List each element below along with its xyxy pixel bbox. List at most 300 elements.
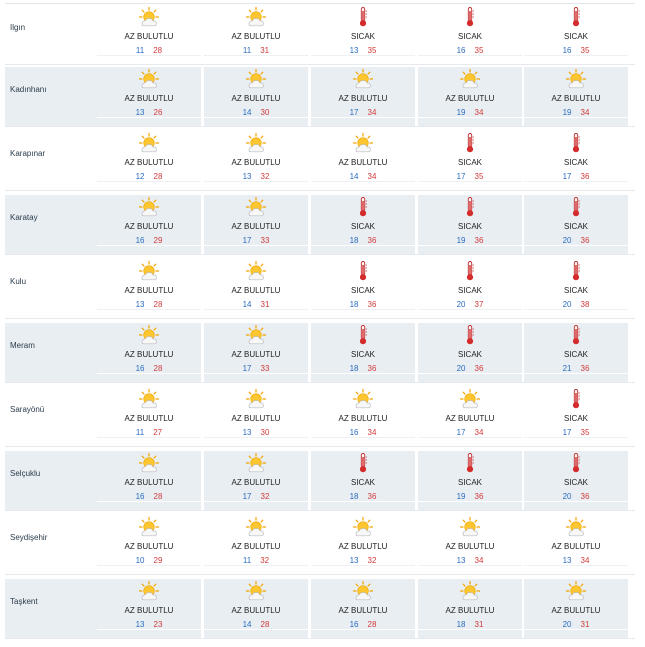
- max-temperature: 34: [474, 556, 484, 565]
- partly-cloudy-icon: [565, 516, 587, 538]
- table-row: [5, 387, 635, 447]
- thermometer-hot-icon: [565, 196, 587, 218]
- forecast-cell: [311, 259, 415, 319]
- condition-label: AZ BULUTLU: [231, 542, 281, 551]
- cell-divider: [97, 55, 201, 56]
- min-temperature: 18: [349, 492, 359, 501]
- min-temperature: 13: [242, 428, 252, 437]
- min-temperature: 19: [562, 108, 572, 117]
- temperature-range: [97, 236, 201, 245]
- temperature-range: [311, 300, 415, 309]
- cell-divider: [97, 373, 201, 374]
- min-temperature: 17: [456, 172, 466, 181]
- cell-divider: [204, 437, 308, 438]
- partly-cloudy-icon: [352, 516, 374, 538]
- row-divider: [5, 126, 635, 127]
- condition-label: SICAK: [350, 478, 375, 487]
- cell-divider: [97, 437, 201, 438]
- min-temperature: 20: [562, 492, 572, 501]
- forecast-cell: [418, 5, 522, 65]
- table-row: [5, 5, 635, 65]
- condition-label: AZ BULUTLU: [231, 32, 281, 41]
- min-temperature: 11: [242, 46, 252, 55]
- min-temperature: 13: [242, 172, 252, 181]
- partly-cloudy-icon: [138, 132, 160, 154]
- forecast-cell: [418, 451, 522, 511]
- max-temperature: 35: [474, 172, 484, 181]
- partly-cloudy-icon: [352, 132, 374, 154]
- cell-divider: [418, 181, 522, 182]
- cell-divider: [97, 629, 201, 630]
- cell-divider: [524, 629, 628, 630]
- max-temperature: 36: [367, 300, 377, 309]
- forecast-cell: [418, 323, 522, 383]
- min-temperature: 16: [135, 364, 145, 373]
- condition-label: AZ BULUTLU: [551, 542, 601, 551]
- temperature-range: [418, 108, 522, 117]
- partly-cloudy-icon: [245, 6, 267, 28]
- cell-divider: [204, 565, 308, 566]
- cell-divider: [97, 117, 201, 118]
- condition-label: AZ BULUTLU: [124, 414, 174, 423]
- max-temperature: 34: [474, 428, 484, 437]
- cell-divider: [418, 309, 522, 310]
- table-row: [5, 259, 635, 319]
- cell-divider: [524, 373, 628, 374]
- min-temperature: 19: [456, 236, 466, 245]
- condition-label: AZ BULUTLU: [124, 158, 174, 167]
- condition-label: AZ BULUTLU: [231, 94, 281, 103]
- table-row: [5, 195, 635, 255]
- cell-divider: [204, 629, 308, 630]
- thermometer-hot-icon: [352, 452, 374, 474]
- city-name[interactable]: Kadınhanı: [10, 85, 47, 94]
- condition-label: AZ BULUTLU: [551, 606, 601, 615]
- thermometer-hot-icon: [565, 260, 587, 282]
- condition-label: AZ BULUTLU: [231, 606, 281, 615]
- city-cell: [5, 515, 100, 575]
- forecast-cell: [524, 515, 628, 575]
- condition-label: SICAK: [457, 32, 482, 41]
- min-temperature: 20: [562, 620, 572, 629]
- forecast-cell: [418, 387, 522, 447]
- cell-divider: [524, 565, 628, 566]
- forecast-cell: [524, 451, 628, 511]
- min-temperature: 13: [135, 300, 145, 309]
- city-name[interactable]: Karapınar: [10, 149, 46, 158]
- table-row: [5, 579, 635, 639]
- min-temperature: 19: [456, 108, 466, 117]
- partly-cloudy-icon: [352, 388, 374, 410]
- forecast-cell: [418, 515, 522, 575]
- cell-divider: [97, 501, 201, 502]
- min-temperature: 20: [562, 236, 572, 245]
- max-temperature: 34: [580, 108, 590, 117]
- cell-divider: [524, 117, 628, 118]
- forecast-cell: [204, 387, 308, 447]
- partly-cloudy-icon: [138, 260, 160, 282]
- min-temperature: 13: [562, 556, 572, 565]
- forecast-cell: [97, 131, 201, 191]
- condition-label: AZ BULUTLU: [445, 542, 495, 551]
- min-temperature: 16: [135, 236, 145, 245]
- condition-label: AZ BULUTLU: [445, 606, 495, 615]
- partly-cloudy-icon: [245, 196, 267, 218]
- forecast-cell: [204, 515, 308, 575]
- partly-cloudy-icon: [565, 68, 587, 90]
- condition-label: AZ BULUTLU: [124, 94, 174, 103]
- thermometer-hot-icon: [352, 324, 374, 346]
- temperature-range: [204, 108, 308, 117]
- thermometer-hot-icon: [459, 260, 481, 282]
- temperature-range: [311, 620, 415, 629]
- thermometer-hot-icon: [565, 132, 587, 154]
- cell-divider: [311, 565, 415, 566]
- max-temperature: 35: [580, 46, 590, 55]
- forecast-cell: [524, 323, 628, 383]
- min-temperature: 18: [456, 620, 466, 629]
- forecast-cell: [204, 131, 308, 191]
- temperature-range: [311, 172, 415, 181]
- partly-cloudy-icon: [138, 388, 160, 410]
- forecast-cell: [204, 67, 308, 127]
- min-temperature: 11: [135, 46, 145, 55]
- condition-label: SICAK: [457, 478, 482, 487]
- cell-divider: [418, 245, 522, 246]
- table-row: [5, 515, 635, 575]
- min-temperature: 18: [349, 300, 359, 309]
- max-temperature: 26: [153, 108, 163, 117]
- city-name[interactable]: Sarayönü: [10, 405, 45, 414]
- temperature-range: [204, 556, 308, 565]
- condition-label: SICAK: [563, 158, 588, 167]
- city-name[interactable]: Ilgın: [10, 23, 26, 32]
- min-temperature: 20: [456, 364, 466, 373]
- partly-cloudy-icon: [245, 260, 267, 282]
- temperature-range: [524, 428, 628, 437]
- max-temperature: 36: [367, 236, 377, 245]
- max-temperature: 34: [367, 172, 377, 181]
- temperature-range: [311, 108, 415, 117]
- condition-label: SICAK: [563, 478, 588, 487]
- max-temperature: 31: [580, 620, 590, 629]
- cell-divider: [524, 309, 628, 310]
- forecast-cell: [311, 579, 415, 639]
- thermometer-hot-icon: [565, 6, 587, 28]
- row-divider: [5, 382, 635, 383]
- max-temperature: 32: [260, 556, 270, 565]
- temperature-range: [418, 620, 522, 629]
- condition-label: SICAK: [563, 350, 588, 359]
- max-temperature: 35: [474, 46, 484, 55]
- partly-cloudy-icon: [245, 516, 267, 538]
- temperature-range: [311, 364, 415, 373]
- max-temperature: 36: [474, 364, 484, 373]
- min-temperature: 13: [349, 556, 359, 565]
- city-cell: [5, 579, 100, 639]
- max-temperature: 36: [580, 364, 590, 373]
- temperature-range: [418, 46, 522, 55]
- cell-divider: [418, 629, 522, 630]
- cell-divider: [204, 373, 308, 374]
- max-temperature: 33: [260, 364, 270, 373]
- max-temperature: 32: [367, 556, 377, 565]
- forecast-cell: [311, 5, 415, 65]
- min-temperature: 13: [135, 108, 145, 117]
- min-temperature: 21: [562, 364, 572, 373]
- city-cell: [5, 387, 100, 447]
- max-temperature: 34: [580, 556, 590, 565]
- partly-cloudy-icon: [245, 324, 267, 346]
- min-temperature: 14: [242, 620, 252, 629]
- max-temperature: 28: [367, 620, 377, 629]
- temperature-range: [524, 492, 628, 501]
- min-temperature: 16: [349, 620, 359, 629]
- min-temperature: 16: [349, 428, 359, 437]
- forecast-cell: [524, 387, 628, 447]
- cell-divider: [311, 181, 415, 182]
- forecast-cell: [311, 323, 415, 383]
- temperature-range: [311, 556, 415, 565]
- max-temperature: 36: [580, 492, 590, 501]
- cell-divider: [97, 309, 201, 310]
- temperature-range: [311, 492, 415, 501]
- temperature-range: [97, 172, 201, 181]
- temperature-range: [418, 556, 522, 565]
- condition-label: SICAK: [457, 158, 482, 167]
- max-temperature: 34: [367, 108, 377, 117]
- condition-label: AZ BULUTLU: [338, 606, 388, 615]
- forecast-cell: [204, 5, 308, 65]
- city-name[interactable]: Selçuklu: [10, 469, 41, 478]
- partly-cloudy-icon: [459, 388, 481, 410]
- forecast-cell: [524, 67, 628, 127]
- condition-label: AZ BULUTLU: [338, 94, 388, 103]
- temperature-range: [204, 620, 308, 629]
- min-temperature: 17: [456, 428, 466, 437]
- temperature-range: [97, 300, 201, 309]
- max-temperature: 28: [153, 172, 163, 181]
- temperature-range: [418, 364, 522, 373]
- partly-cloudy-icon: [245, 68, 267, 90]
- temperature-range: [524, 108, 628, 117]
- partly-cloudy-icon: [565, 580, 587, 602]
- forecast-cell: [97, 67, 201, 127]
- condition-label: AZ BULUTLU: [124, 478, 174, 487]
- condition-label: SICAK: [350, 32, 375, 41]
- forecast-cell: [311, 67, 415, 127]
- forecast-cell: [204, 451, 308, 511]
- cell-divider: [311, 501, 415, 502]
- forecast-cell: [418, 579, 522, 639]
- city-name[interactable]: Taşkent: [10, 597, 38, 606]
- temperature-range: [204, 46, 308, 55]
- max-temperature: 32: [260, 492, 270, 501]
- min-temperature: 13: [349, 46, 359, 55]
- temperature-range: [204, 492, 308, 501]
- min-temperature: 11: [135, 428, 145, 437]
- forecast-cell: [311, 515, 415, 575]
- partly-cloudy-icon: [352, 68, 374, 90]
- temperature-range: [97, 492, 201, 501]
- forecast-cell: [97, 451, 201, 511]
- forecast-cell: [97, 259, 201, 319]
- temperature-range: [418, 236, 522, 245]
- max-temperature: 37: [474, 300, 484, 309]
- cell-divider: [311, 437, 415, 438]
- cell-divider: [524, 181, 628, 182]
- partly-cloudy-icon: [245, 388, 267, 410]
- partly-cloudy-icon: [138, 324, 160, 346]
- max-temperature: 35: [580, 428, 590, 437]
- city-cell: [5, 323, 100, 383]
- min-temperature: 14: [349, 172, 359, 181]
- cell-divider: [524, 437, 628, 438]
- forecast-cell: [204, 259, 308, 319]
- row-divider: [5, 574, 635, 575]
- city-cell: [5, 195, 100, 255]
- forecast-cell: [524, 195, 628, 255]
- max-temperature: 31: [260, 46, 270, 55]
- cell-divider: [311, 55, 415, 56]
- condition-label: SICAK: [350, 222, 375, 231]
- forecast-cell: [204, 579, 308, 639]
- condition-label: AZ BULUTLU: [124, 542, 174, 551]
- temperature-range: [97, 46, 201, 55]
- min-temperature: 12: [135, 172, 145, 181]
- condition-label: AZ BULUTLU: [231, 158, 281, 167]
- min-temperature: 17: [242, 236, 252, 245]
- partly-cloudy-icon: [138, 196, 160, 218]
- cell-divider: [418, 117, 522, 118]
- thermometer-hot-icon: [565, 452, 587, 474]
- partly-cloudy-icon: [352, 580, 374, 602]
- cell-divider: [204, 245, 308, 246]
- temperature-range: [204, 236, 308, 245]
- max-temperature: 34: [474, 108, 484, 117]
- condition-label: SICAK: [457, 286, 482, 295]
- condition-label: SICAK: [563, 414, 588, 423]
- condition-label: AZ BULUTLU: [124, 350, 174, 359]
- max-temperature: 36: [580, 236, 590, 245]
- cell-divider: [418, 55, 522, 56]
- forecast-cell: [204, 323, 308, 383]
- forecast-cell: [311, 387, 415, 447]
- max-temperature: 32: [260, 172, 270, 181]
- forecast-cell: [97, 195, 201, 255]
- forecast-cell: [97, 323, 201, 383]
- cell-divider: [524, 245, 628, 246]
- max-temperature: 27: [153, 428, 163, 437]
- city-cell: [5, 451, 100, 511]
- condition-label: AZ BULUTLU: [124, 222, 174, 231]
- max-temperature: 28: [153, 46, 163, 55]
- partly-cloudy-icon: [138, 68, 160, 90]
- condition-label: AZ BULUTLU: [231, 286, 281, 295]
- temperature-range: [204, 172, 308, 181]
- forecast-cell: [524, 5, 628, 65]
- temperature-range: [204, 364, 308, 373]
- min-temperature: 20: [456, 300, 466, 309]
- partly-cloudy-icon: [245, 452, 267, 474]
- max-temperature: 36: [580, 172, 590, 181]
- partly-cloudy-icon: [138, 6, 160, 28]
- city-cell: [5, 131, 100, 191]
- city-name[interactable]: Karatay: [10, 213, 38, 222]
- temperature-range: [97, 108, 201, 117]
- cell-divider: [418, 437, 522, 438]
- condition-label: AZ BULUTLU: [338, 414, 388, 423]
- min-temperature: 17: [242, 492, 252, 501]
- city-name[interactable]: Meram: [10, 341, 35, 350]
- min-temperature: 13: [135, 620, 145, 629]
- temperature-range: [418, 492, 522, 501]
- forecast-cell: [97, 5, 201, 65]
- table-row: [5, 451, 635, 511]
- condition-label: SICAK: [457, 350, 482, 359]
- condition-label: AZ BULUTLU: [124, 286, 174, 295]
- thermometer-hot-icon: [565, 324, 587, 346]
- condition-label: SICAK: [563, 222, 588, 231]
- max-temperature: 36: [474, 236, 484, 245]
- min-temperature: 13: [456, 556, 466, 565]
- thermometer-hot-icon: [565, 388, 587, 410]
- temperature-range: [524, 556, 628, 565]
- city-name[interactable]: Seydişehir: [10, 533, 48, 542]
- max-temperature: 23: [153, 620, 163, 629]
- min-temperature: 17: [562, 428, 572, 437]
- condition-label: AZ BULUTLU: [551, 94, 601, 103]
- temperature-range: [524, 172, 628, 181]
- condition-label: AZ BULUTLU: [445, 94, 495, 103]
- row-divider: [5, 190, 635, 191]
- condition-label: AZ BULUTLU: [231, 414, 281, 423]
- forecast-cell: [418, 195, 522, 255]
- condition-label: SICAK: [563, 286, 588, 295]
- max-temperature: 38: [580, 300, 590, 309]
- forecast-cell: [204, 195, 308, 255]
- min-temperature: 14: [242, 300, 252, 309]
- max-temperature: 29: [153, 556, 163, 565]
- condition-label: AZ BULUTLU: [231, 222, 281, 231]
- max-temperature: 31: [260, 300, 270, 309]
- max-temperature: 34: [367, 428, 377, 437]
- partly-cloudy-icon: [138, 580, 160, 602]
- cell-divider: [311, 373, 415, 374]
- cell-divider: [204, 181, 308, 182]
- max-temperature: 29: [153, 236, 163, 245]
- min-temperature: 16: [135, 492, 145, 501]
- temperature-range: [418, 300, 522, 309]
- thermometer-hot-icon: [352, 196, 374, 218]
- condition-label: AZ BULUTLU: [231, 478, 281, 487]
- cell-divider: [418, 565, 522, 566]
- thermometer-hot-icon: [459, 196, 481, 218]
- temperature-range: [311, 46, 415, 55]
- max-temperature: 36: [474, 492, 484, 501]
- max-temperature: 33: [260, 236, 270, 245]
- temperature-range: [311, 236, 415, 245]
- cell-divider: [311, 117, 415, 118]
- min-temperature: 17: [349, 108, 359, 117]
- thermometer-hot-icon: [352, 6, 374, 28]
- city-name[interactable]: Kulu: [10, 277, 27, 286]
- min-temperature: 20: [562, 300, 572, 309]
- temperature-range: [97, 620, 201, 629]
- thermometer-hot-icon: [459, 324, 481, 346]
- table-top-border: [5, 3, 635, 4]
- max-temperature: 30: [260, 108, 270, 117]
